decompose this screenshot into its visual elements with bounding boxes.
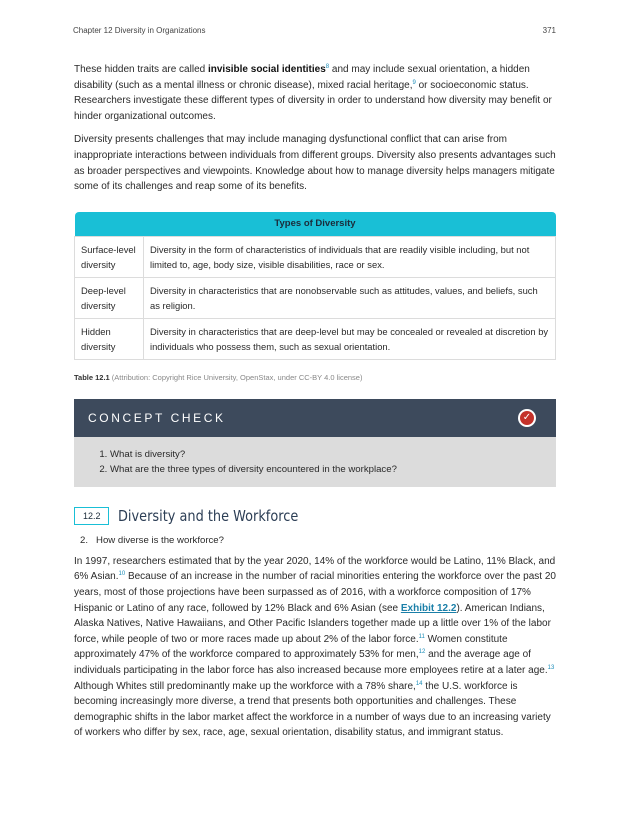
list-item: 2. What are the three types of diversity encountered in the workplace? (110, 462, 538, 477)
table-cell-definition: Diversity in characteristics that are nonobservable such as attitudes, values, and beliefs, such as religion. (144, 277, 556, 318)
table-row (75, 236, 556, 277)
section-heading (74, 507, 556, 525)
paragraph-diversity-challenges: Diversity presents challenges that may include managing dysfunctional conflict that can arise from inappropriate interactions between individuals from different groups. Diversity also presents advantages such as broader perspectives and viewpoints. Knowledge about how to manage diversity helps managers mitigate some of its challenges and reap some of its benefits. (74, 134, 556, 193)
table-caption: Table 12.1 (Attribution: Copyright Rice University, OpenStax, under CC-BY 4.0 license) (74, 372, 363, 382)
table-cell-term: Deep-level diversity (75, 277, 144, 318)
footnote-ref-11[interactable]: 11 (418, 633, 425, 640)
footnote-ref-10[interactable]: 10 (118, 571, 126, 578)
footnote-ref-13[interactable]: 13 (547, 664, 555, 671)
table-title: Types of Diversity (75, 212, 556, 237)
types-of-diversity-table (74, 212, 556, 360)
concept-check-header (74, 399, 556, 437)
table-row (75, 277, 556, 318)
table-row (75, 318, 556, 359)
page-number: 371 (542, 26, 556, 35)
concept-check-body (74, 437, 556, 487)
table-cell-definition: Diversity in the form of characteristics of individuals that are readily visible including, but not limited to, age, body size, visible disabilities, race or sex. (144, 236, 556, 277)
footnote-ref-12[interactable]: 12 (418, 649, 426, 656)
running-header-chapter: Chapter 12 Diversity in Organizations (73, 26, 206, 35)
table-cell-term: Hidden diversity (75, 318, 144, 359)
concept-check-title: CONCEPT CHECK (88, 410, 226, 425)
table-cell-definition: Diversity in characteristics that are deep-level but may be concealed or revealed at discretion by individuals who possess them, such as sexual orientation. (144, 318, 556, 359)
section-title: Diversity and the Workforce (118, 506, 299, 525)
page-content (74, 62, 556, 749)
exhibit-12-2-link[interactable]: Exhibit 12.2 (400, 602, 457, 614)
checkmark-icon: ✓ (518, 409, 536, 427)
term-invisible-social-identities: invisible social identities (207, 64, 326, 75)
list-item: 1. What is diversity? (110, 447, 538, 462)
concept-check-box (74, 399, 556, 487)
paragraph-workforce-composition: In 1997, researchers estimated that by the year 2020, 14% of the workforce would be Latino, 11% Black, and 6% Asian.$^{10}$ Because of an increase in the number of racial minorities entering the workforce over the past 20 years, most of those projections have been surpassed as of 2016, with a workforce composition of 17% Hispanic or Latino of any race, followed by 12% Black and 6% Asian (see Exhibit 12.2). American Indians, Alaska Natives, Native Hawaiians, and Other Pacific Islanders together made up a little over 1% of the labor force, while people of two or more races made up about 2% of the labor force.$^{11}$ Women constitute approximately 47% of the workforce compared to approximately 53% for men,$^{12}$ and the average age of individuals participating in the labor force has also increased because more employees retire at a later age.$^{13}$ Although Whites still predominantly make up the workforce with a 78% share,$^{14}$ the U.S. workforce is becoming increasingly more diverse, a trend that presents both opportunities and challenges. These demographic shifts in the labor market affect the workforce in a number of ways due to an increasing variety of workers who differ by sex, race, age, sexual orientation, disability status, and immigrant status. (74, 555, 556, 739)
paragraph-hidden-traits: These hidden traits are called invisible social identities$^8$ and may include sexual orientation, a hidden disability (such as a mental illness or chronic disease), mixed racial heritage,$^9$ or socioeconomic status. Researchers investigate these different types of diversity in order to understand how diversity may benefit or hinder organizational outcomes. (74, 64, 552, 122)
footnote-ref-9[interactable]: 9 (412, 79, 416, 86)
section-number: 12.2 (74, 507, 109, 525)
footnote-ref-8[interactable]: 8 (325, 64, 330, 70)
footnote-ref-14[interactable]: 14 (415, 680, 423, 687)
learning-objective: 2. How diverse is the workforce? (80, 534, 224, 546)
table-cell-term: Surface-level diversity (75, 236, 144, 277)
